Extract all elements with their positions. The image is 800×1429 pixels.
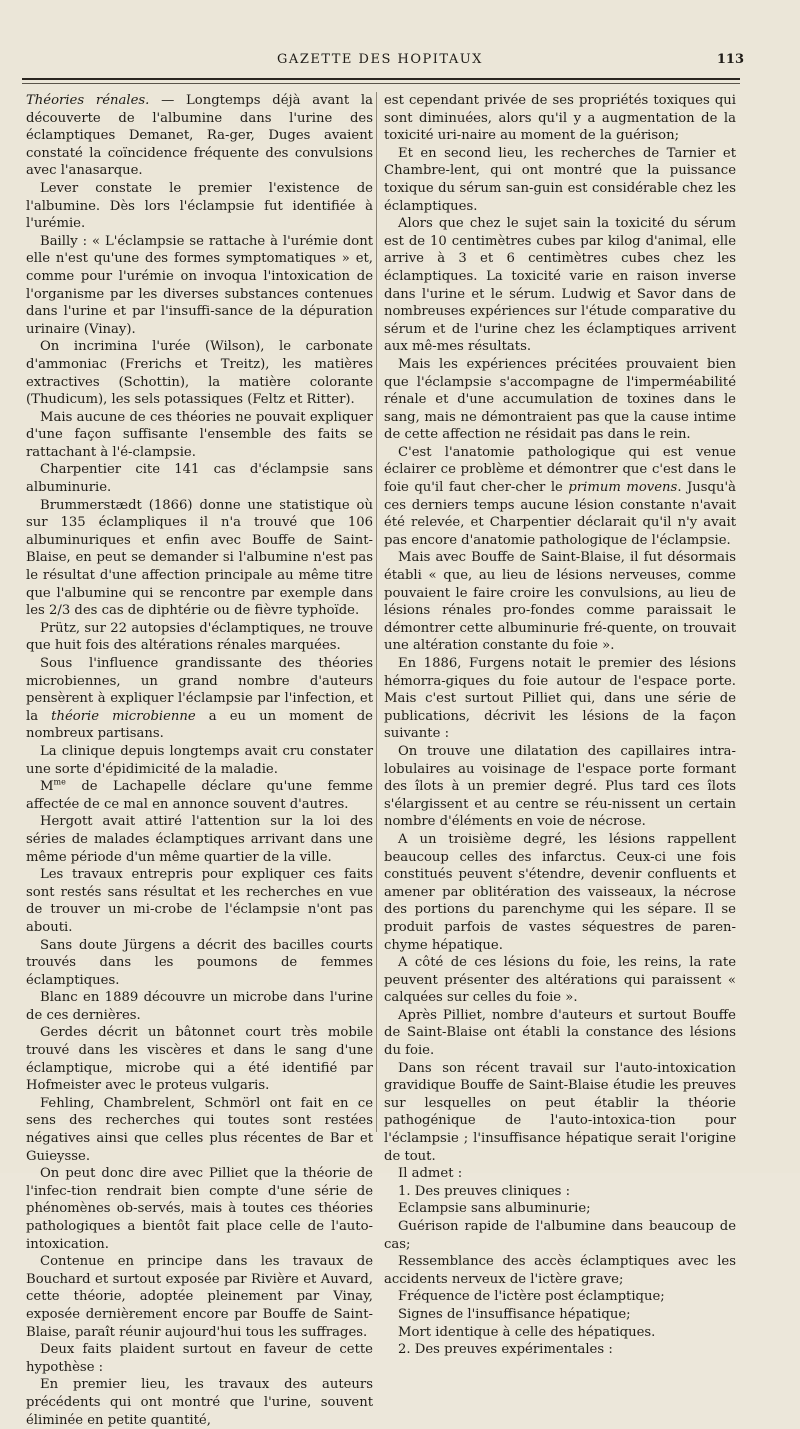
paragraph: Après Pilliet, nombre d'auteurs et surtout Bouffe de Saint-Blaise ont établi la constance des lésions du foie. [384,1007,736,1059]
paragraph: Lever constate le premier l'existence de l'albumine. Dès lors l'éclampsie fut identifiée à l'urémie. [26,180,373,232]
paragraph: Signes de l'insuffisance hépatique; [398,1306,631,1322]
paragraph: 2. Des preuves expérimentales : [398,1342,613,1358]
paragraph: 1. Des preuves cliniques : [398,1183,571,1199]
page-header [20,52,744,74]
paragraph: A un troisième degré, les lésions rappellent beaucoup celles des infarctus. Ceux-ci une fois constitués peuvent s'étendre, devenir confluents et amener par oblitération des vaisseaux, la nécrose des portions du parenchyme qui les sépare. Il se produit parfois de vastes séquestres de paren-chyme hépatique. [384,831,736,953]
paragraph: $M^{me}$ de Lachapelle déclare qu'une femme affectée de ce mal en annonce souvent d'autres. [26,777,373,812]
paragraph: On incrimina l'urée (Wilson), le carbonate d'ammoniac (Frerichs et Treitz), les matières extractives (Schottin), la matière colorante (Thudicum), les sels potassiques (Feltz et Ritter). [26,339,373,408]
paragraph: Gerdes décrit un bâtonnet court très mobile trouvé dans les viscères et dans le sang d'une éclamptique, microbe qui a été identifié par Hofmeister avec le proteus vulgaris. [26,1025,373,1094]
paragraph: Alors que chez le sujet sain la toxicité du sérum est de 10 centimètres cubes par kilog d'animal, elle arrive à 3 et 6 centimètres cubes chez les éclamptiques. La toxicité varie en raison inverse dans l'urine et le sérum. Ludwig et Savor dans de nombreuses expériences sur l'étude comparative du sérum et de l'urine chez les éclamptiques arrivent aux mê-mes résultats. [384,216,736,355]
paragraph: La clinique depuis longtemps avait cru constater une sorte d'épidimicité de la maladie. [26,743,373,777]
paragraph: Bailly : « L'éclampsie se rattache à l'urémie dont elle n'est qu'une des formes symptomatiques » et, comme pour l'urémie on invoqua l'intoxication de l'organisme par les diverses substances contenues dans l'urine et par l'insuffi-sance de la dépuration urinaire (Vinay). [26,233,373,337]
paragraph: Ressemblance des accès éclamptiques avec les accidents nerveux de l'ictère grave; [384,1254,736,1287]
paragraph: Mais les expériences précitées prouvaient bien que l'éclampsie s'accompagne de l'imperméabilité rénale et d'une accumulation de toxines dans le sang, mais ne démontraient pas que la cause intime de cette affection ne résidait pas dans le rein. [384,356,736,443]
page-number: 113 [716,52,744,67]
paragraph: Charpentier cite 141 cas d'éclampsie sans albuminurie. [26,462,373,496]
paragraph: Eclampsie sans albuminurie; [398,1201,591,1217]
paragraph: Sous l'influence grandissante des théories microbiennes, un grand nombre d'auteurs pensèrent à expliquer l'éclampsie par l'infection, et la théorie microbienne a eu un moment de nombreux partisans. [26,656,373,742]
paragraph: C'est l'anatomie pathologique qui est venue éclairer ce problème et démontrer que c'est dans le foie qu'il faut cher-cher le primum movens. Jusqu'à ces derniers temps aucune lésion constante n'avait été relevée, et Charpentier déclarait qu'il n'y avait pas encore d'anatomie pathologique de l'éclampsie. [384,444,736,548]
paragraph: Guérison rapide de l'albumine dans beaucoup de cas; [384,1219,736,1252]
paragraph: En premier lieu, les travaux des auteurs précédents qui ont montré que l'urine, souvent éliminée en petite quantité, [26,1377,373,1428]
paragraph: Deux faits plaident surtout en faveur de cette hypothèse : [26,1342,373,1375]
header-rule-thin [22,83,740,84]
paragraph: Hergott avait attiré l'attention sur la loi des séries de malades éclamptiques arrivant dans une même période d'un même quartier de la ville. [26,814,373,865]
paragraph: Les travaux entrepris pour expliquer ces faits sont restés sans résultat et les recherches en vue de trouver un mi-crobe de l'éclampsie n'ont pas abouti. [26,867,373,935]
paragraph: Et en second lieu, les recherches de Tarnier et Chambre-lent, qui ont montré que la puissance toxique du sérum san-guin est considérable chez les éclamptiques. [384,145,736,214]
right-column [384,92,736,1359]
header-rule [22,78,740,80]
paragraph: Blanc en 1889 découvre un microbe dans l'urine de ces dernières. [26,990,373,1023]
paragraph: Contenue en principe dans les travaux de Bouchard et surtout exposée par Rivière et Auvard, cette théorie, adoptée pleinement par Vinay, exposée dernièrement encore par Bouffe de Saint-Blaise, paraît réunir aujourd'hui tous les suffrages. [26,1254,373,1340]
paragraph: Sans doute Jürgens a décrit des bacilles courts trouvés dans les poumons de femmes éclamptiques. [26,937,373,988]
paragraph: Théories rénales. — Longtemps déjà avant la découverte de l'albumine dans l'urine des éclamptiques Demanet, Ra-ger, Duges avaient constaté la coïncidence fréquente des convulsions avec l'anasarque. [26,93,374,179]
paragraph: Fréquence de l'ictère post éclamptique; [398,1289,665,1305]
paragraph: Prütz, sur 22 autopsies d'éclamptiques, ne trouve que huit fois des altérations rénales marquées. [26,620,373,654]
paragraph: On trouve une dilatation des capillaires intra-lobulaires au voisinage de l'espace porte formant des îlots à un premier degré. Plus tard ces îlots s'élargissent et au centre se réu-nissent un certain nombre d'éléments en voie de nécrose. [384,743,736,830]
paragraph: Dans son récent travail sur l'auto-intoxication gravidique Bouffe de Saint-Blaise étudie les preuves sur lesquelles on peut établir la théorie pathogénique de l'auto-intoxica-tion pour l'éclampsie ; l'insuffisance hépatique serait l'origine de tout. [384,1060,736,1164]
column-divider [376,92,377,1132]
paragraph: A côté de ces lésions du foie, les reins, la rate peuvent présenter des altérations qui paraissent « calquées sur celles du foie ». [384,955,736,1006]
running-title: GAZETTE DES HOPITAUX [277,52,483,67]
paragraph: Brummerstædt (1866) donne une statistique où sur 135 éclampliques il n'a trouvé que 106 albuminuriques et enfin avec Bouffe de Saint-Blaise, en peut se demander si l'albumine n'est pas le résultat d'une affection principale au même titre que l'albumine qui se rencontre par exemple dans les 2/3 des cas de diphtérie ou de fièvre typhoïde. [26,497,373,619]
paragraph: Il admet : [398,1166,463,1182]
emphasis: primum movens [568,480,678,496]
paragraph: On peut donc dire avec Pilliet que la théorie de l'infec-tion rendrait bien compte d'une série de phénomènes ob-servés, mais à toutes ces théories pathologiques a bientôt fait place celle de l'auto-intoxication. [26,1166,373,1252]
paragraph: En 1886, Furgens notait le premier des lésions hémorra-giques du foie autour de l'espace porte. Mais c'est surtout Pilliet qui, dans une série de publications, décrivit les lésions de la façon suivante : [384,656,736,742]
paragraph: Mais aucune de ces théories ne pouvait expliquer d'une façon suffisante l'ensemble des faits se rattachant à l'é-clampsie. [26,409,373,460]
paragraph: Mais avec Bouffe de Saint-Blaise, il fut désormais établi « que, au lieu de lésions nerveuses, comme pouvaient le faire croire les convulsions, au lieu de lésions rénales pro-fondes comme paraissait le démontrer cette albuminurie fré-quente, on trouvait une altération constante du foie ». [384,550,736,654]
section-heading: Théories rénales. [26,93,150,108]
paragraph: est cependant privée de ses propriétés toxiques qui sont diminuées, alors qu'il y a augmentation de la toxicité uri-naire au moment de la guérison; [384,93,736,144]
left-column [26,92,373,1429]
emphasis: théorie microbienne [51,708,196,724]
paragraph: Fehling, Chambrelent, Schmörl ont fait en ce sens des recherches qui toutes sont restées négatives ainsi que celles plus récentes de Bar et Guieysse. [26,1095,373,1164]
paragraph: Mort identique à celle des hépatiques. [398,1324,656,1340]
